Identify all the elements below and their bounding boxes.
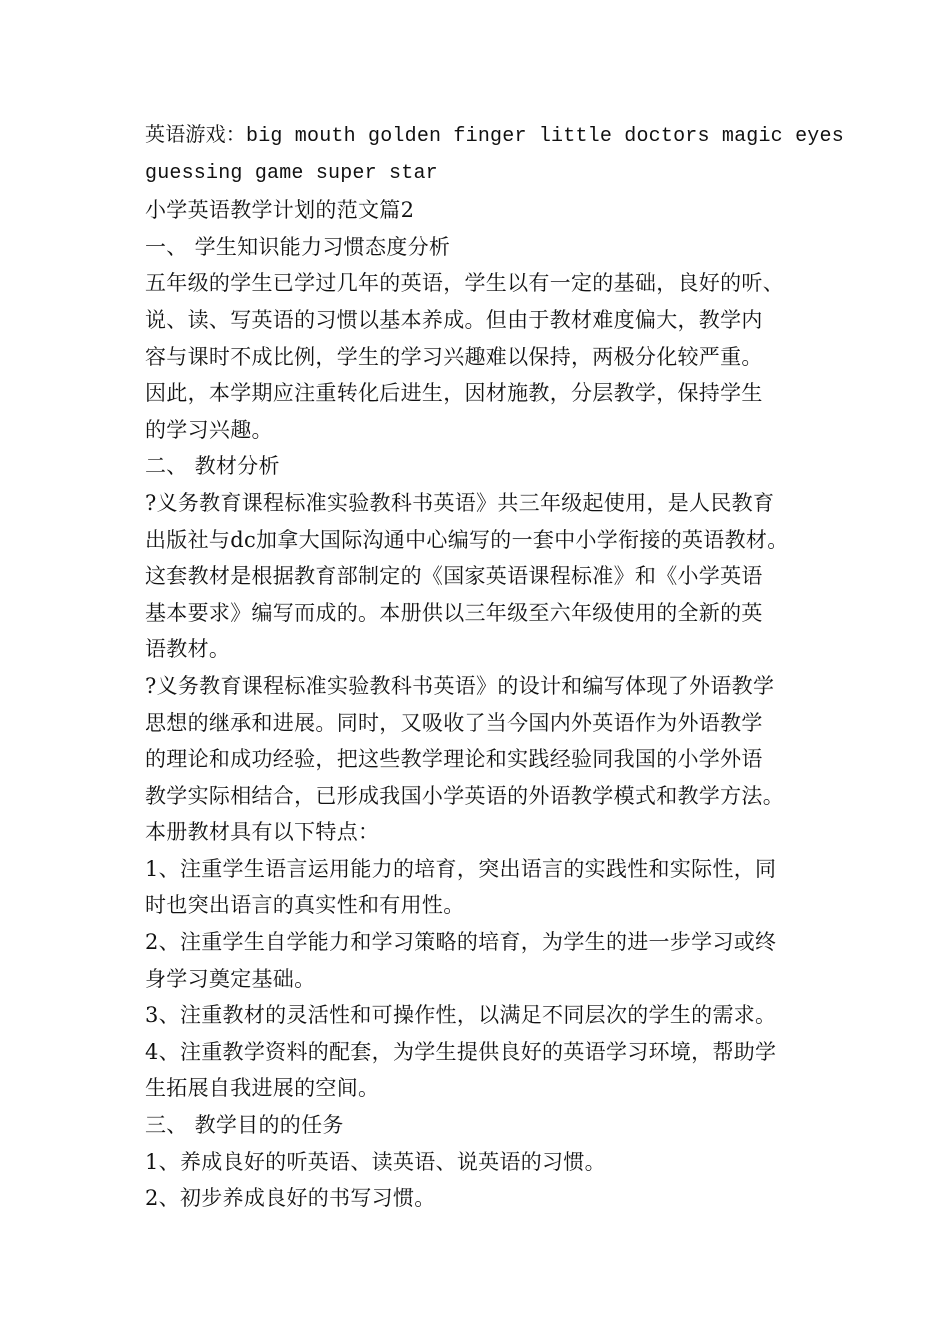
text-line: 出版社与dc加拿大国际沟通中心编写的一套中小学衔接的英语教材。	[145, 527, 789, 552]
text-line: ?义务教育课程标准实验教科书英语》共三年级起使用，是人民教育	[145, 490, 775, 515]
text-line: 本册教材具有以下特点：	[145, 820, 380, 845]
list-item: 4、注重教学资料的配套，为学生提供良好的英语学习环境，帮助学	[145, 1039, 777, 1064]
text-line: 的学习兴趣。	[145, 417, 273, 442]
text-line: 的理论和成功经验，把这些教学理论和实践经验同我国的小学外语	[145, 747, 763, 772]
heading-1: 一、 学生知识能力习惯态度分析	[145, 234, 451, 259]
list-item: 1、注重学生语言运用能力的培育，突出语言的实践性和实际性，同	[145, 856, 777, 881]
heading-2: 二、 教材分析	[145, 454, 280, 479]
text-line: guessing game super star	[145, 161, 438, 185]
text-line: 思想的继承和进展。同时，又吸收了当今国内外英语作为外语教学	[145, 710, 763, 735]
heading-3: 三、 教学目的的任务	[145, 1113, 344, 1138]
document-page	[145, 119, 844, 1217]
text-line: 时也突出语言的真实性和有用性。	[145, 893, 465, 918]
list-item: 2、注重学生自学能力和学习策略的培育，为学生的进一步学习或终	[145, 930, 777, 955]
text-line: ?义务教育课程标准实验教科书英语》的设计和编写体现了外语教学	[145, 673, 775, 698]
text-line: 身学习奠定基础。	[145, 966, 316, 991]
text-line: 英语游戏：big mouth golden finger little doctors magic eyes	[145, 125, 844, 148]
list-item: 3、注重教材的灵活性和可操作性，以满足不同层次的学生的需求。	[145, 1003, 777, 1028]
text-line: 这套教材是根据教育部制定的《国家英语课程标准》和《小学英语	[145, 564, 763, 589]
text-line: 基本要求》编写而成的。本册供以三年级至六年级使用的全新的英	[145, 600, 763, 625]
list-item: 1、养成良好的听英语、读英语、说英语的习惯。	[145, 1149, 606, 1174]
text-line: 五年级的学生已学过几年的英语，学生以有一定的基础，良好的听、	[145, 271, 784, 296]
text-line: 生拓展自我进展的空间。	[145, 1076, 380, 1101]
text-line: 语教材。	[145, 637, 231, 662]
section-title: 小学英语教学计划的范文篇2	[145, 198, 415, 223]
list-item: 2、初步养成良好的书写习惯。	[145, 1186, 436, 1211]
text-line: 说、读、写英语的习惯以基本养成。但由于教材难度偏大，教学内	[145, 307, 763, 332]
text-line: 因此，本学期应注重转化后进生，因材施教，分层教学，保持学生	[145, 381, 763, 406]
text-line: 教学实际相结合，已形成我国小学英语的外语教学模式和教学方法。	[145, 783, 784, 808]
text-line: 容与课时不成比例，学生的学习兴趣难以保持，两极分化较严重。	[145, 344, 763, 369]
